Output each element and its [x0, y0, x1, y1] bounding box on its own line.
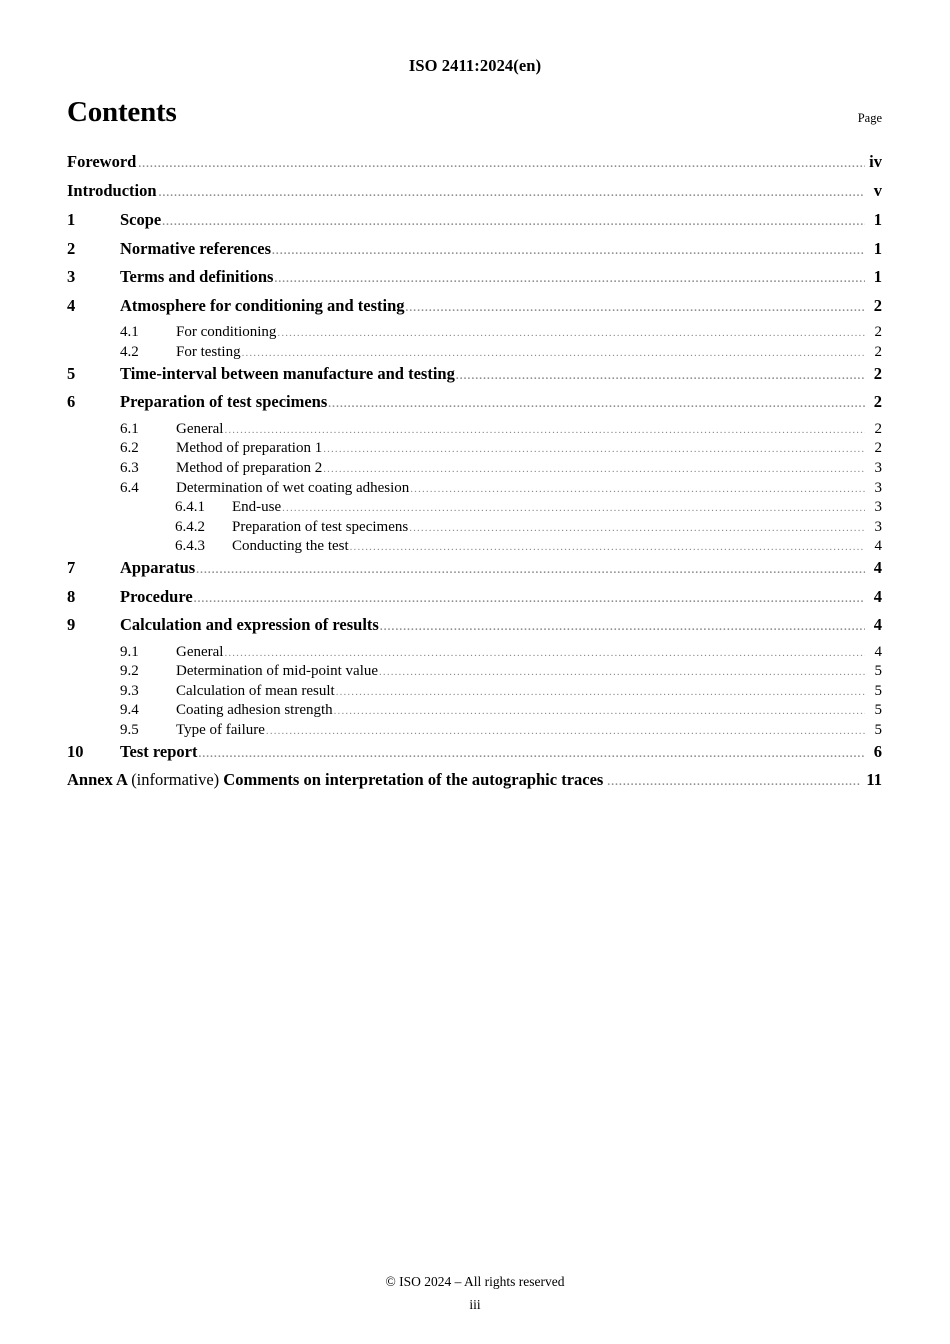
toc-entry-number: 8: [67, 586, 76, 606]
toc-entry[interactable]: [67, 239, 882, 268]
toc-entry-title: Time-interval between manufacture and testing: [120, 363, 455, 383]
toc-dot-leader: [323, 463, 865, 475]
toc-dot-leader: [380, 621, 865, 633]
toc-entry-number: 1: [67, 210, 76, 229]
toc-entry[interactable]: [67, 538, 882, 558]
toc-entry-number: 6.4.3: [175, 538, 205, 555]
toc-entry-page: v: [873, 181, 882, 200]
toc-dot-leader: [334, 705, 865, 717]
toc-entry-title: Calculation of mean result: [176, 682, 335, 699]
toc-entry-number: 9.2: [120, 663, 139, 680]
toc-entry-title: General: [176, 643, 224, 660]
toc-entry-title: Preparation of test specimens: [120, 392, 328, 412]
toc-dot-leader: [379, 666, 865, 678]
toc-entry-number: 6: [67, 392, 76, 412]
running-header: ISO 2411:2024(en): [408, 56, 542, 75]
toc-entry-title: Atmosphere for conditioning and testing: [120, 295, 405, 315]
toc-dot-leader: [224, 647, 865, 659]
toc-entry-page: 5: [874, 702, 882, 719]
toc-entry-title: Foreword: [67, 152, 137, 171]
toc-entry-number: 6.4.1: [175, 499, 205, 516]
toc-dot-leader: [224, 424, 865, 436]
toc-entry[interactable]: [67, 364, 882, 393]
toc-entry-number: 9.1: [120, 643, 139, 660]
toc-entry-title: Test report: [120, 741, 198, 761]
toc-entry-title: End-use: [232, 499, 282, 516]
toc-entry-title: Determination of mid-point value: [176, 663, 379, 680]
toc-entry-page: 3: [874, 518, 882, 535]
toc-entry-page: 2: [874, 343, 882, 360]
annex-kind: (informative): [131, 770, 220, 790]
toc-entry-title: Coating adhesion strength: [176, 702, 333, 719]
toc-entry-title: Method of preparation 2: [176, 459, 323, 476]
toc-entry[interactable]: [67, 702, 882, 722]
toc-entry-number: 4.1: [120, 324, 139, 341]
toc-entry-page: 4: [873, 615, 882, 635]
toc-entry-title: [67, 770, 606, 790]
toc-entry[interactable]: [67, 683, 882, 703]
table-of-contents: [67, 152, 882, 800]
toc-entry-number: 5: [67, 363, 76, 383]
toc-entry-title: Conducting the test: [232, 538, 349, 555]
toc-entry-page: 2: [874, 440, 882, 457]
toc-entry-number: 3: [67, 267, 76, 287]
toc-entry[interactable]: [67, 181, 882, 210]
toc-entry[interactable]: [67, 460, 882, 480]
toc-entry[interactable]: [67, 587, 882, 616]
toc-dot-leader: [277, 327, 865, 339]
toc-entry[interactable]: [67, 392, 882, 421]
toc-entry-page: 4: [874, 643, 882, 660]
toc-entry-number: 6.4: [120, 479, 139, 496]
toc-entry[interactable]: [67, 722, 882, 742]
toc-entry-number: 6.3: [120, 459, 139, 476]
toc-dot-leader: [323, 443, 865, 455]
toc-entry-title: General: [176, 420, 224, 437]
toc-entry-title: Apparatus: [120, 557, 196, 577]
toc-entry-title: For conditioning: [176, 324, 277, 341]
toc-entry-title: Preparation of test specimens: [232, 518, 409, 535]
toc-entry-number: 9: [67, 615, 76, 635]
toc-entry-page: 1: [873, 238, 882, 258]
toc-entry-page: 4: [873, 586, 882, 606]
toc-dot-leader: [162, 216, 865, 228]
toc-entry-page: iv: [869, 152, 882, 171]
footer-copyright: © ISO 2024 – All rights reserved: [385, 1274, 565, 1289]
toc-entry[interactable]: [67, 324, 882, 344]
toc-entry[interactable]: [67, 663, 882, 683]
toc-entry-number: 4.2: [120, 343, 139, 360]
toc-entry-number: 7: [67, 557, 76, 577]
toc-entry-number: 6.2: [120, 440, 139, 457]
toc-dot-leader: [328, 398, 865, 410]
toc-entry-title: Procedure: [120, 586, 193, 606]
toc-entry-number: 9.5: [120, 722, 139, 739]
annex-label: Annex A: [67, 770, 128, 790]
toc-entry-page: 2: [873, 295, 882, 315]
toc-entry[interactable]: [67, 440, 882, 460]
toc-dot-leader: [607, 776, 861, 788]
toc-entry[interactable]: [67, 152, 882, 181]
toc-entry-title: Introduction: [67, 181, 157, 200]
toc-entry[interactable]: [67, 770, 882, 800]
toc-entry-number: 9.4: [120, 702, 139, 719]
toc-dot-leader: [242, 347, 865, 359]
toc-dot-leader: [272, 245, 865, 257]
toc-entry[interactable]: [67, 267, 882, 296]
footer-page-number: iii: [469, 1297, 481, 1312]
toc-entry-number: 6.4.2: [175, 518, 205, 535]
toc-entry-title: Terms and definitions: [120, 267, 274, 287]
toc-dot-leader: [194, 593, 865, 605]
toc-entry[interactable]: [67, 742, 882, 771]
toc-entry-page: 1: [873, 210, 882, 229]
toc-dot-leader: [196, 564, 865, 576]
toc-entry[interactable]: [67, 615, 882, 644]
toc-dot-leader: [138, 158, 865, 170]
toc-entry-title: Method of preparation 1: [176, 440, 323, 457]
toc-dot-leader: [198, 748, 865, 760]
toc-entry[interactable]: [67, 644, 882, 664]
toc-entry-page: 2: [873, 363, 882, 383]
toc-entry[interactable]: [67, 499, 882, 519]
contents-header-row: [67, 98, 882, 127]
toc-entry-page: 6: [873, 741, 882, 761]
toc-dot-leader: [350, 541, 865, 553]
toc-entry-title: Calculation and expression of results: [120, 615, 379, 635]
toc-entry-page: 2: [874, 324, 882, 341]
toc-dot-leader: [456, 370, 865, 382]
toc-entry-title: Normative references: [120, 238, 272, 258]
toc-entry-title: Determination of wet coating adhesion: [176, 479, 410, 496]
toc-entry[interactable]: [67, 296, 882, 325]
toc-dot-leader: [266, 725, 865, 737]
toc-entry-page: 4: [874, 538, 882, 555]
toc-entry-number: 6.1: [120, 420, 139, 437]
toc-entry-page: 3: [874, 499, 882, 516]
toc-entry-title: Scope: [120, 210, 162, 229]
toc-entry-page: 3: [874, 459, 882, 476]
toc-entry-number: 4: [67, 295, 76, 315]
toc-dot-leader: [410, 483, 865, 495]
toc-dot-leader: [409, 522, 865, 534]
toc-entry[interactable]: [67, 344, 882, 364]
toc-entry-page: 1: [873, 267, 882, 287]
toc-dot-leader: [274, 273, 865, 285]
toc-entry-title: For testing: [176, 343, 241, 360]
toc-entry[interactable]: [67, 558, 882, 587]
toc-entry-page: 4: [873, 557, 882, 577]
annex-title: Comments on interpretation of the autographic traces: [223, 770, 604, 790]
page-column-label: Page: [857, 110, 882, 125]
toc-entry-page: 5: [874, 663, 882, 680]
toc-dot-leader: [336, 686, 865, 698]
toc-dot-leader: [159, 187, 865, 199]
toc-entry-page: 3: [874, 479, 882, 496]
toc-entry-number: 2: [67, 238, 76, 258]
toc-entry-page: 5: [874, 722, 882, 739]
toc-entry[interactable]: [67, 519, 882, 539]
toc-entry[interactable]: [67, 210, 882, 239]
toc-entry-page: 2: [874, 420, 882, 437]
toc-entry-title: Type of failure: [176, 722, 265, 739]
page-title: Contents: [67, 96, 177, 128]
toc-dot-leader: [406, 302, 866, 314]
toc-entry-page: 2: [873, 392, 882, 412]
toc-entry-page: 5: [874, 682, 882, 699]
toc-entry-number: 9.3: [120, 682, 139, 699]
toc-entry[interactable]: [67, 480, 882, 500]
toc-entry-page: 11: [866, 770, 882, 790]
toc-dot-leader: [282, 502, 865, 514]
toc-entry[interactable]: [67, 421, 882, 441]
toc-entry-number: 10: [67, 741, 84, 761]
